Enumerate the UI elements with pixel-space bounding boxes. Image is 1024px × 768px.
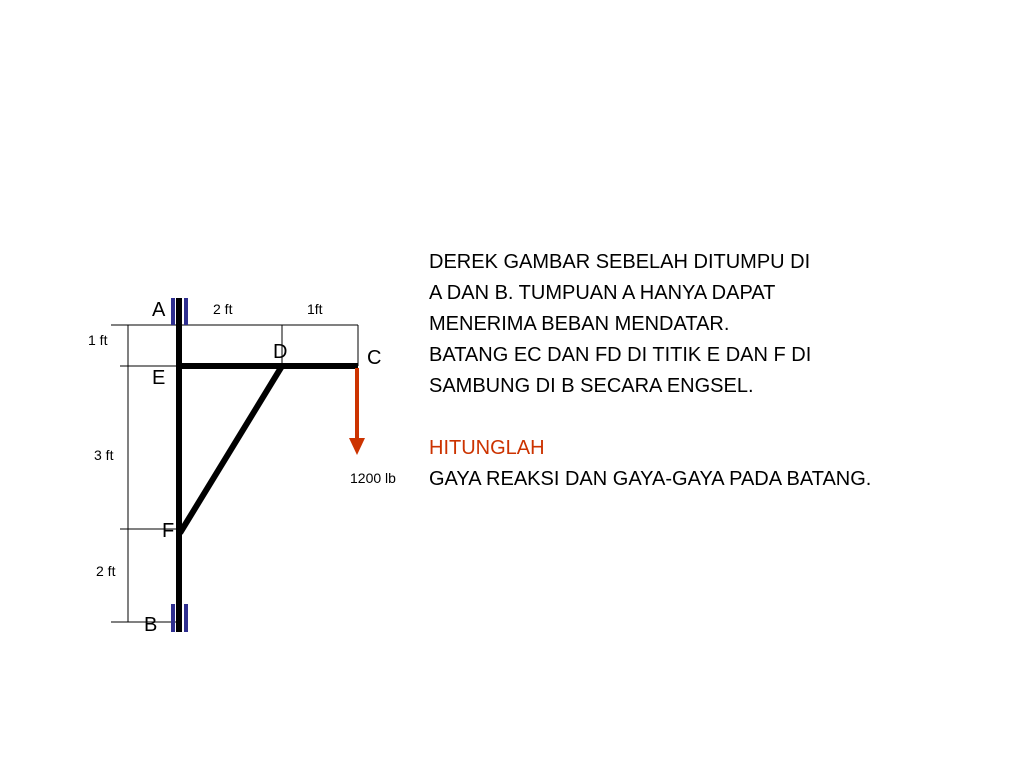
dimension-label-ae: 1 ft — [88, 332, 108, 348]
member-fd — [180, 366, 282, 533]
dimension-label-ed: 2 ft — [213, 301, 233, 317]
dimension-label-fb: 2 ft — [96, 563, 116, 579]
horizontal-dimension — [178, 325, 358, 366]
problem-line-4: BATANG EC DAN FD DI TITIK E DAN F DI — [429, 344, 812, 366]
members — [179, 298, 358, 632]
point-label-b: B — [144, 614, 158, 636]
load-arrow-head — [349, 438, 365, 455]
load-arrow — [349, 368, 365, 455]
point-label-a: A — [152, 299, 166, 321]
load-label: 1200 lb — [350, 470, 396, 486]
point-label-e: E — [152, 367, 166, 389]
vertical-dimension — [111, 325, 178, 622]
support-b-bar-right — [184, 604, 188, 632]
point-label-c: C — [367, 347, 382, 369]
problem-task: GAYA REAKSI DAN GAYA-GAYA PADA BATANG. — [429, 468, 872, 490]
problem-heading: HITUNGLAH — [429, 437, 545, 459]
support-a-bar-left — [171, 298, 175, 325]
problem-statement — [429, 247, 1024, 495]
point-label-f: F — [162, 520, 175, 542]
dimension-label-dc: 1ft — [307, 301, 323, 317]
support-a-bar-right — [184, 298, 188, 325]
problem-line-2: A DAN B. TUMPUAN A HANYA DAPAT — [429, 282, 776, 304]
problem-line-3: MENERIMA BEBAN MENDATAR. — [429, 313, 730, 335]
support-b-bar-left — [171, 604, 175, 632]
problem-spacer — [429, 402, 1024, 433]
point-label-d: D — [273, 341, 288, 363]
problem-line-1: DEREK GAMBAR SEBELAH DITUMPU DI — [429, 251, 811, 273]
dimension-label-ef: 3 ft — [94, 447, 114, 463]
problem-line-5: SAMBUNG DI B SECARA ENGSEL. — [429, 375, 754, 397]
